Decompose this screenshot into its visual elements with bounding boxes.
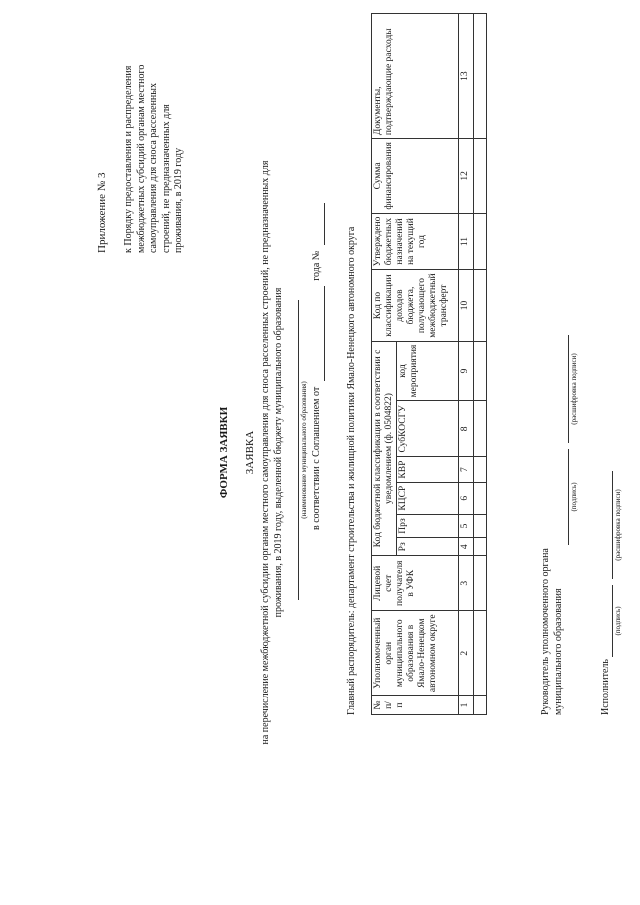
head-title-line1: Руководитель уполномоченного органа [540,548,551,715]
head-decode-caption: (расшифровка подписи) [570,353,578,425]
header-org: Уполномоченный орган муниципального образования в Ямало-Ненецком автономном округе [372,611,459,696]
col-number: 7 [459,457,474,482]
executor-label: Исполнитель [600,659,611,715]
header-amount: Сумма финансирования [372,139,459,214]
municipality-blank [298,300,299,600]
request-line-1: на перечисление межбюджетной субсидии органам местного самоуправления для сноса расселенных строений, не предназначенных для [260,160,271,745]
request-line-2: проживания, в 2019 году, выделенной бюджету муниципального образования [273,287,284,618]
header-kcsr: КЦСР [397,482,459,514]
table-header-row [372,14,397,715]
annex-block [96,13,186,253]
agreement-date-blank [311,286,325,381]
head-signature-caption: (подпись) [570,482,578,512]
request-table [371,13,487,715]
col-number: 10 [459,270,474,341]
header-classification: Код бюджетной классификации в соответствии с уведомлением (ф. 0504822) [372,341,397,556]
col-number: 9 [459,341,474,401]
col-number: 11 [459,213,474,270]
request-heading: ЗАЯВКА [244,430,256,475]
municipality-caption: (наименование муниципального образования) [300,381,308,519]
header-subkosgu: СубКОСГУ [397,401,459,457]
col-number: 3 [459,556,474,611]
annex-line: проживания, в 2019 году [173,147,184,253]
col-number: 13 [459,14,474,139]
col-number: 2 [459,611,474,696]
header-event-code: код мероприятия [397,341,459,401]
executor-decode-caption: (расшифровка подписи) [614,489,622,561]
col-number: 4 [459,538,474,556]
executor-signature-caption: (подпись) [614,606,622,636]
header-account: Лицевой счет получателя в УФК [372,556,459,611]
agreement-line [311,203,325,530]
col-number: 6 [459,482,474,514]
col-number: 12 [459,139,474,214]
head-signature-block [540,548,565,715]
header-documents: Документы, подтверждающие расходы [372,14,459,139]
header-income-code: Код по классификации доходов бюджета, получающего межбюджетный трансферт [372,270,459,341]
annex-line: к Порядку предоставления и распределения [123,65,134,253]
header-rz: Рз [397,538,459,556]
header-prz: Прз [397,514,459,538]
table-empty-row [474,14,487,715]
agreement-year: года № [311,250,322,281]
annex-title: Приложение № 3 [96,172,108,253]
agreement-prefix: в соответствии с Соглашением от [311,386,322,530]
col-number: 5 [459,514,474,538]
annex-line: строений, не предназначенных для [160,104,172,253]
head-signature-blank [568,449,569,545]
executor-signature-blank [612,585,613,657]
col-number: 8 [459,401,474,457]
executor-decode-blank [612,471,613,579]
header-approved: Утверждено бюджетных назначений на текущий год [372,213,459,270]
annex-line: межбюджетных субсидий органам местного [135,64,147,253]
header-num: № п/п [372,696,459,715]
table-number-row [459,14,474,715]
form-title: ФОРМА ЗАЯВКИ [218,406,230,499]
annex-line: самоуправления для сноса расселенных [148,83,159,253]
head-decode-blank [568,335,569,443]
main-manager: Главный распорядитель: департамент строительства и жилищной политики Ямало-Ненецкого автономного округа [346,226,357,715]
header-kvr: КВР [397,457,459,482]
head-title-line2: муниципального образования [552,588,564,715]
col-number: 1 [459,696,474,715]
agreement-number-blank [311,203,325,245]
